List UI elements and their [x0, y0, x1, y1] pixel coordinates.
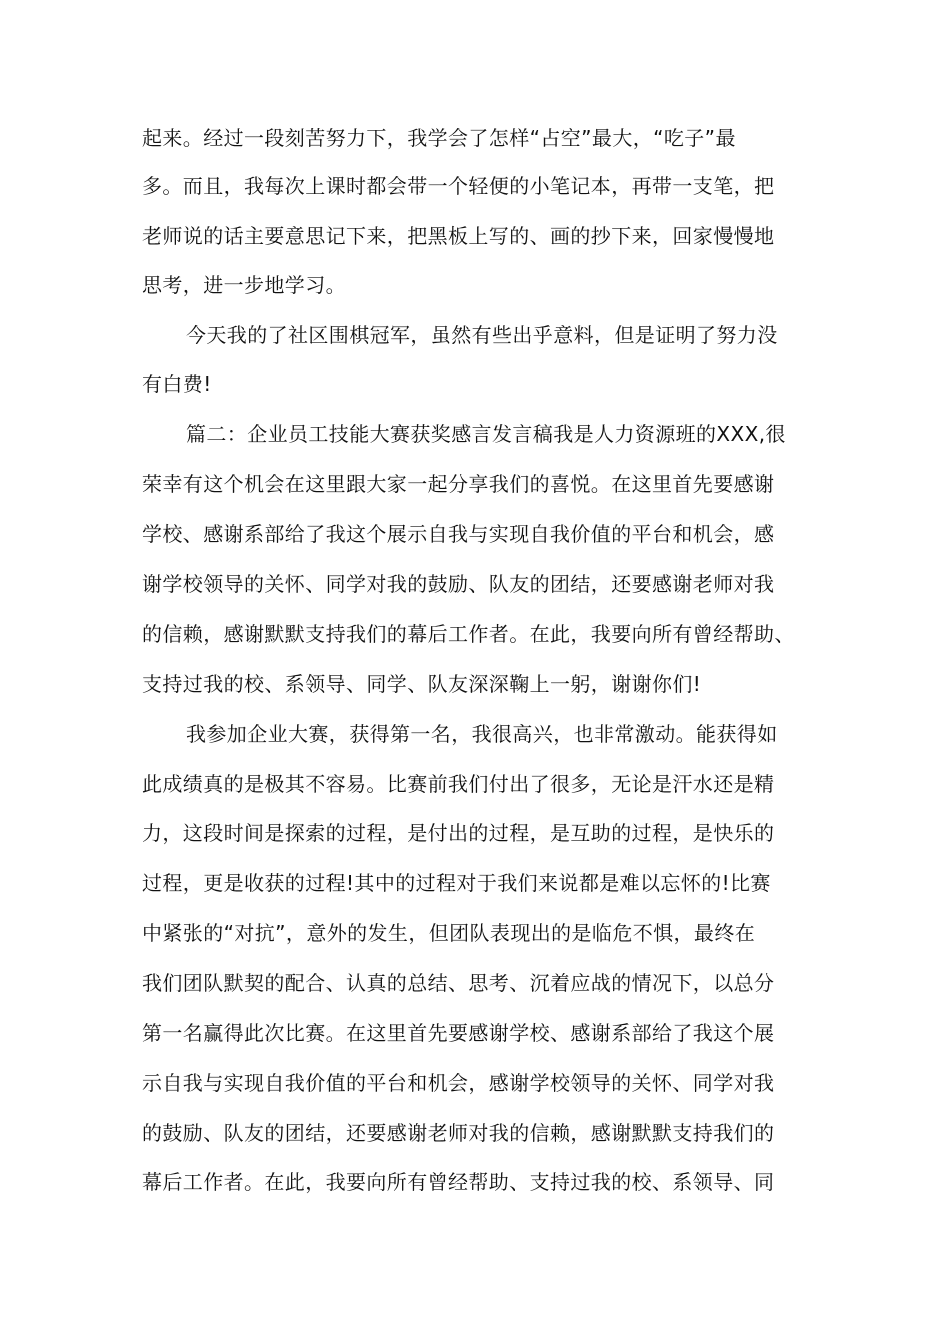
text-line: 过程，更是收获的过程!其中的过程对于我们来说都是难以忘怀的!比赛 [142, 871, 771, 895]
text-line: 起来。经过一段刻苦努力下，我学会了怎样“占空”最大，“吃子”最 [142, 126, 736, 150]
text-line: 有白费! [142, 372, 212, 396]
paragraph-first-line: 篇二：企业员工技能大赛获奖感言发言稿我是人力资源班的XXX,很 [186, 422, 786, 446]
text-line: 的信赖，感谢默默支持我们的幕后工作者。在此，我要向所有曾经帮助、 [142, 622, 795, 646]
paragraph-first-line: 今天我的了社区围棋冠军，虽然有些出乎意料，但是证明了努力没 [186, 323, 778, 347]
text-line: 支持过我的校、系领导、同学、队友深深鞠上一躬，谢谢你们! [142, 672, 702, 696]
text-line: 多。而且，我每次上课时都会带一个轻便的小笔记本，再带一支笔，把 [142, 174, 775, 198]
text-line: 力，这段时间是探索的过程，是付出的过程，是互助的过程，是快乐的 [142, 821, 775, 845]
text-line: 示自我与实现自我价值的平台和机会，感谢学校领导的关怀、同学对我 [142, 1071, 775, 1095]
text-line: 思考，进一步地学习。 [142, 273, 346, 297]
text-line: 中紧张的“对抗”，意外的发生，但团队表现出的是临危不惧，最终在 [142, 921, 756, 945]
text-line: 我们团队默契的配合、认真的总结、思考、沉着应战的情况下，以总分 [142, 971, 775, 995]
text-line: 老师说的话主要意思记下来，把黑板上写的、画的抄下来，回家慢慢地 [142, 224, 775, 248]
text-line: 的鼓励、队友的团结，还要感谢老师对我的信赖，感谢默默支持我们的 [142, 1121, 775, 1145]
text-line: 学校、感谢系部给了我这个展示自我与实现自我价值的平台和机会，感 [142, 522, 775, 546]
text-line: 荣幸有这个机会在这里跟大家一起分享我们的喜悦。在这里首先要感谢 [142, 472, 775, 496]
text-line: 第一名赢得此次比赛。在这里首先要感谢学校、感谢系部给了我这个展 [142, 1021, 775, 1045]
text-line: 幕后工作者。在此，我要向所有曾经帮助、支持过我的校、系领导、同 [142, 1170, 775, 1194]
paragraph-first-line: 我参加企业大赛，获得第一名，我很高兴，也非常激动。能获得如 [186, 722, 778, 746]
text-line: 此成绩真的是极其不容易。比赛前我们付出了很多，无论是汗水还是精 [142, 772, 775, 796]
text-line: 谢学校领导的关怀、同学对我的鼓励、队友的团结，还要感谢老师对我 [142, 572, 775, 596]
